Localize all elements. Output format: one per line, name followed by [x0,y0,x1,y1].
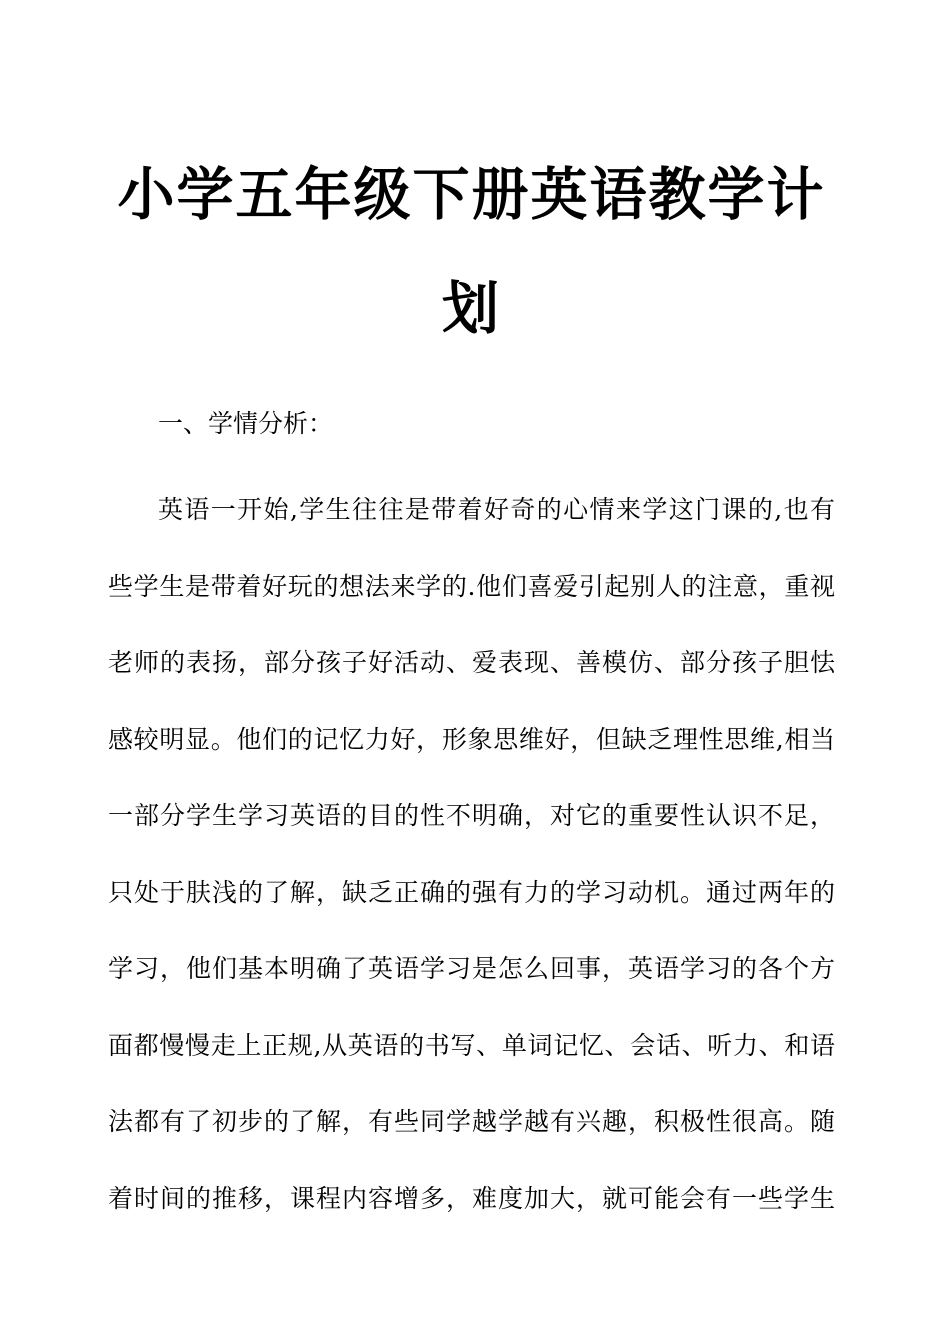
title-line: 划 [442,276,501,342]
paragraph-line: 学习，他们基本明确了英语学习是怎么回事，英语学习的各个方 [108,954,835,983]
paragraph-line: 感较明显。他们的记忆力好，形象思维好，但缺乏理性思维,相当 [108,724,835,754]
paragraph-line: 些学生是带着好玩的想法来学的.他们喜爱引起别人的注意，重视 [108,571,835,601]
paragraph-line: 英语一开始,学生往往是带着好奇的心情来学这门课的,也有 [158,495,835,524]
paragraph-line: 面都慢慢走上正规,从英语的书写、单词记忆、会话、听力、和语 [108,1030,835,1060]
body-paragraph [108,472,835,1237]
document-title [108,0,835,366]
paragraph-line: 只处于肤浅的了解，缺乏正确的强有力的学习动机。通过两年的 [108,877,835,907]
paragraph-line: 着时间的推移，课程内容增多，难度加大，就可能会有一些学生 [108,1183,835,1213]
title-line: 小学五年级下册英语教学计 [117,162,826,228]
paragraph-line: 一部分学生学习英语的目的性不明确，对它的重要性认识不足， [108,801,835,830]
section-heading: 一、学情分析： [158,409,334,438]
paragraph-line: 老师的表扬，部分孩子好活动、爱表现、善模仿、部分孩子胆怯 [108,648,835,677]
paragraph-line: 法都有了初步的了解，有些同学越学越有兴趣，积极性很高。随 [108,1107,835,1136]
